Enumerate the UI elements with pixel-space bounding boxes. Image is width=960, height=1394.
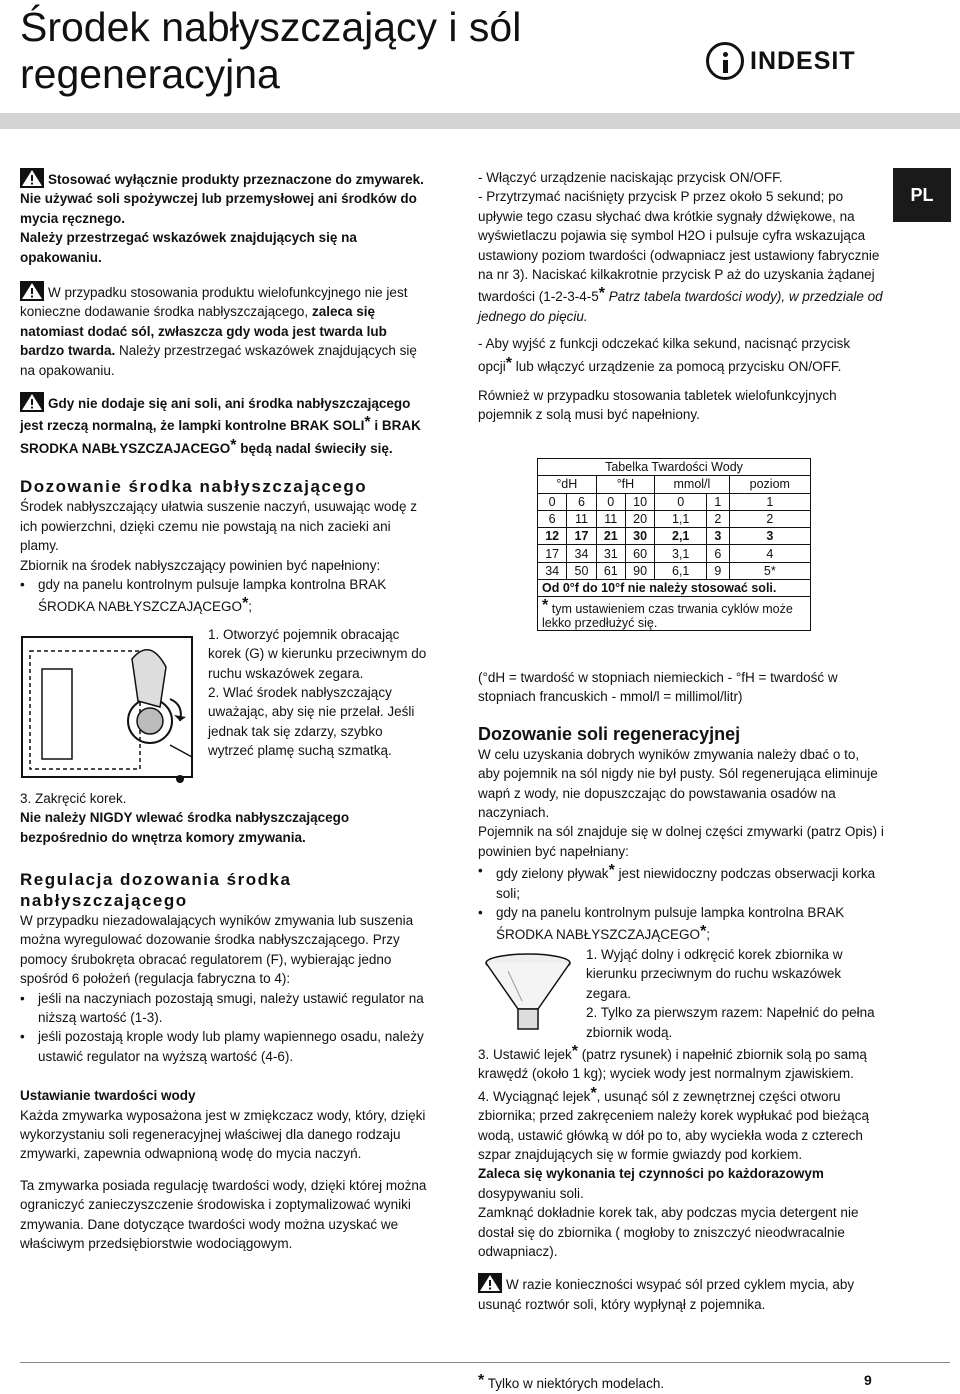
footnote-text: Tylko w niektórych modelach. (487, 1376, 665, 1391)
warning-3-text-c: będą nadal świeciły się. (240, 440, 393, 456)
rinse-aid-warning: Nie należy NIGDY wlewać środka nabłyszczającego bezpośrednio do wnętrza komory zmywania. (20, 810, 350, 845)
salt-steps (478, 945, 884, 1042)
indesit-logo-icon (706, 42, 744, 80)
table-row (538, 510, 811, 527)
salt-step-4-b: , usunąć sól z zewnętrznej części otworu zbiornika; przed zakręceniem należy korek wypłukać pod bieżącą wodą, ustawić główką w dół po to, aby wyciekła woda z czterech szpar znajdujących się w formie gwiazdy pod korkiem. (478, 1088, 869, 1162)
table-cell: 34 (538, 562, 567, 579)
table-header: °fH (596, 476, 655, 493)
asterisk: * (542, 597, 549, 615)
table-title: Tabelka Twardości Wody (538, 459, 811, 476)
table-cell: 21 (596, 528, 625, 545)
units-note: (°dH = twardość w stopniach niemieckich - °fH = twardość w stopniach francuskich - mmol/l = millimol/litr) (478, 670, 838, 705)
salt-close-cap: Zamknąć dokładnie korek tak, aby podczas mycia detergent nie dostał się do zbiornika ( mogłoby to zniszczyć nieodwracalnie odwapniacz). (478, 1205, 859, 1259)
table-cell: 6 (538, 510, 567, 527)
page-title (20, 4, 521, 98)
table-cell: 0 (596, 493, 625, 510)
warning-1c-text: Należy przestrzegać wskazówek znajdujących się na opakowaniu. (20, 230, 357, 265)
table-cell: 61 (596, 562, 625, 579)
table-cell: 17 (567, 528, 596, 545)
table-cell: 5* (729, 562, 810, 579)
table-cell: 90 (625, 562, 654, 579)
table-cell: 11 (567, 510, 596, 527)
table-cell: 3 (707, 528, 729, 545)
right-column (478, 168, 884, 425)
hardness-step-2-end: Patrz tabela twardości wody), w przedziale od jednego do pięciu. (478, 289, 883, 324)
table-row (538, 545, 811, 562)
title-line-1: Środek nabłyszczający i sól (20, 4, 522, 50)
footnote (478, 1372, 664, 1391)
water-hardness-p2: Ta zmywarka posiada regulację twardości wody, dzięki której można ograniczyć zanieczyszczenie środowiska i zoptymalizować wyniki zmywania. Dane dotyczące twardości wody można uzyskać we właściwym przedsiębiorstwie wodociągowym. (20, 1177, 427, 1252)
list-item: • jeśli na naczyniach pozostają smugi, należy ustawić regulator na niższą wartość (1-3). (20, 989, 430, 1028)
table-cell: 20 (625, 510, 654, 527)
warning-3-text-a: Gdy nie dodaje się ani soli, ani środka nabłyszczającego jest rzeczą normalną, że lampki kontrolne BRAK SOLI (20, 396, 411, 434)
salt-step-text (586, 945, 884, 1042)
right-column-lower (478, 668, 884, 1314)
section-title-rinse-aid: Dozowanie środka nabłyszczającego (20, 477, 368, 497)
rinse-aid-adjust-intro: W przypadku niezadowalających wyników zmywania lub suszenia można wyregulować dozowanie środka nabłyszczającego. Przy pomocy śrubokręta obracać regulatorem (F), wybierając jedno spośród 6 położeń (regulacja fabryczna to 4): (20, 912, 414, 987)
section-title-rinse-aid-adjust: Regulacja dozowania środka nabłyszczającego (20, 869, 292, 910)
rinse-aid-bullet-1: gdy na panelu kontrolnym pulsuje lampka kontrolna BRAK ŚRODKA NABŁYSZCZAJĄCEGO (38, 576, 387, 615)
warning-block-2 (20, 281, 430, 380)
hardness-step-2 (478, 187, 884, 326)
table-cell: 1 (729, 493, 810, 510)
table-cell: 50 (567, 562, 596, 579)
table-cell: 6 (707, 545, 729, 562)
table-row (538, 562, 811, 579)
table-cell: 30 (625, 528, 654, 545)
warning-2-text-b: zaleca się natomiast dodać sól, zwłaszcza gdy woda jest twarda lub bardzo twarda. (20, 304, 387, 359)
table-cell: 2 (729, 510, 810, 527)
salt-step-1: 1. Wyjąć dolny i odkręcić korek zbiornika w kierunku przeciwnym do ruchu wskazówek zegara. (586, 946, 843, 1001)
hardness-step-3-a: - Aby wyjść z funkcji odczekać kilka sekund, nacisnąć przycisk opcji (478, 336, 851, 374)
table-header: °dH (538, 476, 597, 493)
asterisk: * (505, 354, 512, 372)
salt-intro: W celu uzyskania dobrych wyników zmywania należy dbać o to, aby pojemnik na sól nigdy nie był pusty. Sól regenerująca eliminuje wapń z wody, nie dopuszczając do powstawania osadów na naczyniach. (478, 746, 878, 821)
salt-step-3 (478, 1042, 884, 1084)
section-title-salt: Dozowanie soli regeneracyjnej (478, 723, 741, 744)
table-cell: 6 (567, 493, 596, 510)
rinse-aid-step-2: 2. Wlać środek nabłyszczający uważając, aby się nie przelał. Jeśli jednak tak się zdarzy, szybko wytrzeć plamę suchą szmatką. (208, 684, 415, 759)
brand-logo (706, 42, 856, 80)
page-number: 9 (864, 1372, 872, 1388)
list-item: • jeśli pozostają krople wody lub plamy wapiennego osadu, należy ustawić regulator na wyższą wartość (4-6). (20, 1027, 430, 1066)
rinse-aid-step-1: 1. Otworzyć pojemnik obracając korek (G) w kierunku przeciwnym do ruchu wskazówek zegara. (208, 626, 427, 681)
table-cell: 3,1 (655, 545, 707, 562)
warning-icon (20, 392, 44, 412)
left-column (20, 168, 430, 1253)
salt-step-3-b: (patrz rysunek) i napełnić zbiornik solą po samą krawędź (około 1 kg); wyciek wody jest normalnym zjawiskiem. (478, 1046, 867, 1082)
table-cell: 2,1 (655, 528, 707, 545)
salt-funnel-illustration (478, 951, 578, 1037)
rinse-aid-step-text (208, 625, 430, 789)
salt-bullet-1: gdy zielony pływak (496, 866, 609, 882)
table-cell: 6,1 (655, 562, 707, 579)
rinse-aid-fill-when: Zbiornik na środek nabłyszczający powinien być napełniony: (20, 557, 381, 573)
warning-1b-text: Nie używać soli spożywczej lub przemysłowej ani środków do mycia ręcznego. (20, 191, 417, 226)
footer-divider (20, 1362, 950, 1363)
warning-block-4 (478, 1273, 884, 1314)
table-header: mmol/l (655, 476, 729, 493)
brand-name: INDESIT (750, 46, 856, 75)
warning-3-text-b: i BRAK SRODKA NABŁYSZCZAJACEGO (20, 418, 421, 456)
asterisk: * (598, 285, 606, 303)
hardness-step-3 (478, 334, 884, 376)
warning-icon (20, 168, 44, 188)
hardness-step-3-b: lub włączyć urządzenie za pomocą przycisku ON/OFF. (515, 358, 842, 374)
section-title-water-hardness: Ustawianie twardości wody (20, 1088, 196, 1104)
table-cell: 1 (707, 493, 729, 510)
table-row (538, 493, 811, 510)
asterisk: * (364, 414, 371, 432)
table-cell: 1,1 (655, 510, 707, 527)
header-divider (0, 113, 960, 129)
asterisk: * (608, 862, 615, 880)
salt-bullet-1-end: jest niewidoczny podczas obserwacji korka soli; (496, 866, 876, 901)
asterisk: * (590, 1084, 597, 1102)
warning-block-3 (20, 392, 430, 458)
language-tab: PL (893, 168, 951, 222)
table-cell: 9 (707, 562, 729, 579)
salt-location: Pojemnik na sól znajduje się w dolnej części zmywarki (patrz Opis) i powinien być napełniany: (478, 824, 884, 859)
rinse-aid-adjust-bullet-1: jeśli na naczyniach pozostają smugi, należy ustawić regulator na niższą wartość (1-3). (38, 990, 424, 1025)
water-hardness-p1: Każda zmywarka wyposażona jest w zmiękczacz wody, który, dzięki wykorzystaniu soli regeneracyjnej właściwej dla danego rodzaju zmywarki, zapewnia odwapnioną wodę do mycia naczyń. (20, 1107, 426, 1162)
warning-icon (20, 281, 44, 301)
rinse-aid-steps (20, 619, 430, 789)
table-cell: 17 (538, 545, 567, 562)
salt-recommend: Zaleca się wykonania tej czynności po każdorazowym (478, 1166, 824, 1182)
salt-step-2: 2. Tylko za pierwszym razem: Napełnić do pełna zbiornik wodą. (586, 1005, 875, 1040)
rinse-aid-adjust-bullet-2: jeśli pozostają krople wody lub plamy wapiennego osadu, należy ustawić regulator na wyższą wartość (4-6). (38, 1029, 424, 1064)
table-cell: 2 (707, 510, 729, 527)
table-cell: 10 (625, 493, 654, 510)
table-cell: 31 (596, 545, 625, 562)
warning-2-text-a: W przypadku stosowania produktu wielofunkcyjnego nie jest konieczne dodawanie środka nabłyszczającego, (20, 285, 408, 320)
rinse-aid-dispenser-illustration (20, 629, 200, 789)
salt-step-4 (478, 1084, 884, 1165)
list-item: • gdy na panelu kontrolnym pulsuje lampka kontrolna BRAK ŚRODKA NABŁYSZCZAJĄCEGO*; (478, 905, 845, 943)
hardness-step-1: - Włączyć urządzenie naciskając przycisk ON/OFF. (478, 170, 783, 185)
table-cell: 11 (596, 510, 625, 527)
warning-1-text: Stosować wyłącznie produkty przeznaczone do zmywarek. (48, 172, 424, 187)
table-note-2: tym ustawieniem czas trwania cyklów może lekko przedłużyć się. (542, 602, 793, 631)
list-item: • gdy zielony pływak* jest niewidoczny podczas obserwacji korka soli; (478, 862, 876, 901)
warning-icon (478, 1273, 502, 1293)
rinse-aid-intro: Środek nabłyszczający ułatwia suszenie naczyń, usuwając wodę z ich powierzchni, dzięki czemu nie powstają na nich zacieki ani plamy. (20, 499, 417, 554)
asterisk: * (242, 595, 249, 613)
table-row (538, 528, 811, 545)
hardness-step-2-text: - Przytrzymać naciśnięty przycisk P przez około 5 sekund; po upływie tego czasu słychać dwa krótkie sygnały dźwiękowe, na wyświetlaczu pojawia się symbol H2O i pulsuje cyfra wskazująca ustawiony poziom twardości (odwapniacz jest ustawiony fabrycznie na nr 3). Naciskać kilkakrotnie przycisk P aż do uzyskania żądanej twardości (1-2-3-4-5 (478, 189, 880, 305)
salt-bullet-2: gdy na panelu kontrolnym pulsuje lampka kontrolna BRAK ŚRODKA NABŁYSZCZAJĄCEGO (496, 905, 845, 943)
warning-block-1 (20, 168, 430, 267)
table-note-1: Od 0°f do 10°f nie należy stosować soli. (538, 580, 811, 597)
water-hardness-table (537, 458, 811, 631)
table-cell: 60 (625, 545, 654, 562)
asterisk: * (700, 923, 707, 941)
table-note-2-cell (538, 597, 811, 631)
salt-recommend-end: dosypywaniu soli. (478, 1185, 584, 1201)
title-line-2: regeneracyjna (20, 51, 280, 97)
table-header: poziom (729, 476, 810, 493)
list-item: • gdy na panelu kontrolnym pulsuje lampka kontrolna BRAK ŚRODKA NABŁYSZCZAJĄCEGO*; (20, 576, 387, 615)
warning-4-text: W razie konieczności wsypać sól przed cyklem mycia, aby usunąć roztwór soli, który wypłynął z pojemnika. (478, 1277, 855, 1312)
table-cell: 34 (567, 545, 596, 562)
table-cell: 0 (655, 493, 707, 510)
tablet-note: Również w przypadku stosowania tabletek wielofunkcyjnych pojemnik z solą musi być napełniony. (478, 388, 837, 423)
table-cell: 0 (538, 493, 567, 510)
asterisk: * (230, 436, 237, 454)
table-cell: 4 (729, 545, 810, 562)
table-cell: 12 (538, 528, 567, 545)
asterisk: * (478, 1372, 485, 1389)
salt-step-3-a: 3. Ustawić lejek (478, 1046, 572, 1062)
asterisk: * (571, 1042, 579, 1060)
rinse-aid-step-3: 3. Zakręcić korek. (20, 790, 127, 806)
table-cell: 3 (729, 528, 810, 545)
salt-step-4-a: 4. Wyciągnąć lejek (478, 1088, 591, 1104)
warning-2-text-c: Należy przestrzegać wskazówek znajdujących się na opakowaniu. (20, 343, 417, 378)
